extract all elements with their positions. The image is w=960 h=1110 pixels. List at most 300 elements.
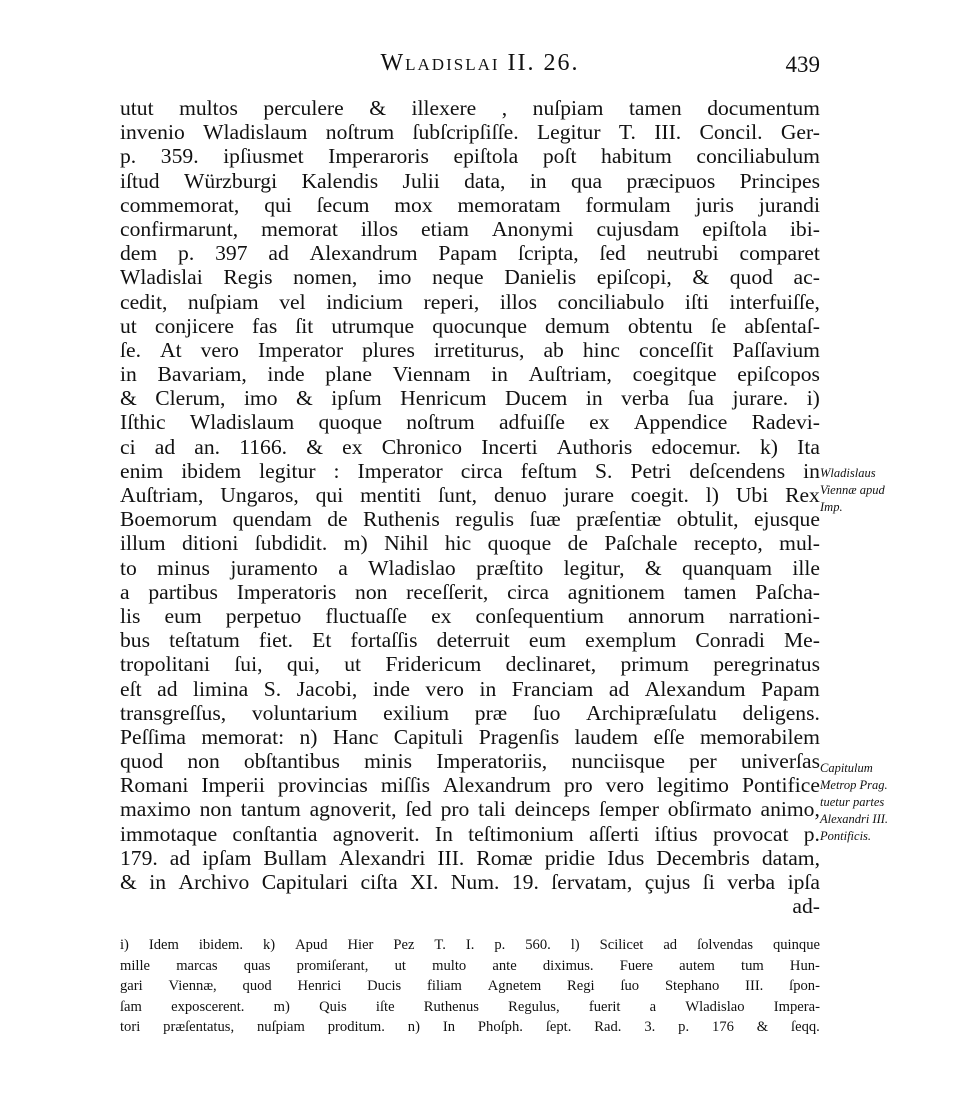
text-line-34 (120, 894, 820, 918)
word: conciliabulum (696, 144, 820, 169)
word: tantum (240, 797, 301, 822)
text-line-8 (120, 265, 820, 289)
word: m) (273, 998, 290, 1015)
word: nuſpiam (257, 1019, 305, 1035)
text-line-32 (120, 846, 820, 870)
word: k) (759, 434, 778, 459)
text-line-30 (120, 797, 820, 821)
word: ſam (120, 998, 142, 1015)
word: Alexandum (644, 676, 746, 701)
word: illexere (411, 96, 477, 120)
word: enim (120, 458, 164, 483)
word: verba (727, 870, 776, 894)
word: & (120, 870, 137, 894)
word: hic (444, 531, 472, 556)
word: jurare. (732, 386, 789, 411)
word: Wladislaum (189, 410, 295, 435)
word: epiſtola (453, 144, 519, 169)
word: Kalendis (301, 168, 379, 193)
word: m) (343, 531, 368, 556)
word: non (355, 579, 388, 604)
text-line-20 (120, 556, 820, 580)
word: l) (705, 483, 719, 507)
word: memorat (261, 216, 338, 241)
word: inde (372, 676, 411, 701)
word: tamen (628, 96, 682, 120)
word: ſuæ (529, 507, 561, 532)
word: partibus (148, 579, 218, 604)
word: & (756, 1019, 769, 1035)
word: ſemper (598, 797, 659, 822)
word: : (333, 458, 340, 483)
word: neutrubi (646, 241, 719, 266)
word: Impera- (773, 998, 820, 1015)
word: Peſſima (120, 724, 186, 749)
word: nuſpiam (532, 96, 604, 120)
text-line-23 (120, 628, 820, 652)
margin-note-line: Alexandri III. (820, 812, 889, 826)
word: ſuo (620, 978, 640, 994)
word: edocemur. (651, 434, 741, 459)
word: ibidem. (198, 937, 244, 953)
word: Regis (223, 265, 273, 290)
word: ſui, (234, 652, 263, 677)
word: ſcripta, (518, 241, 579, 266)
word: teſtimonium (468, 821, 574, 846)
word: neque (432, 265, 484, 290)
word: Henrici (297, 978, 342, 994)
word: ad (663, 937, 678, 953)
word: Incerti (481, 434, 538, 459)
word: præſentatus, (163, 1019, 235, 1035)
word: Num. (450, 870, 500, 894)
word: lis (120, 603, 141, 628)
word: in (149, 870, 167, 894)
word: p. (494, 937, 506, 953)
word: Romæ (476, 845, 533, 870)
word: de (567, 531, 588, 556)
word: transgreſſus, (120, 700, 227, 725)
word: memoratam (457, 192, 561, 217)
text-line-18 (120, 507, 820, 531)
margin-note-capitulum (820, 760, 940, 845)
word: Imperii (201, 773, 265, 798)
word: conſequentium (475, 603, 604, 628)
word: obſtantibus (243, 749, 340, 774)
word: Agnetem (487, 978, 542, 994)
word: exemplum (585, 628, 677, 653)
word: S. (263, 676, 282, 701)
word: Viennam (392, 362, 471, 387)
word: tropolitani (120, 652, 210, 677)
word: Ruthenus (423, 998, 479, 1015)
word: etiam (420, 216, 469, 241)
footnote-line-4 (120, 997, 820, 1018)
word: iſtius (654, 821, 698, 846)
word: gari (120, 978, 143, 994)
word: quas (243, 957, 271, 974)
text-line-7 (120, 241, 820, 265)
word: de (327, 507, 348, 532)
word: Hanc (332, 724, 379, 749)
word: ſed (599, 241, 626, 266)
word: Anonymi (491, 216, 574, 241)
text-line-31 (120, 822, 820, 846)
word: Ger- (780, 120, 820, 145)
word: deterruit (436, 628, 510, 653)
word: plane (325, 362, 373, 387)
word: imo (377, 265, 412, 290)
word: agnitionem (567, 579, 665, 604)
word: 1166. (239, 434, 288, 459)
word: ſubdidit. (254, 531, 328, 556)
text-line-28 (120, 749, 820, 773)
word: præſentiæ (576, 507, 662, 532)
text-line-22 (120, 604, 820, 628)
page-number: 439 (785, 52, 820, 77)
word: 560. (525, 937, 551, 953)
word: data, (464, 168, 506, 193)
word: provocat (712, 821, 789, 846)
word: p. (178, 241, 195, 266)
word: quod (242, 978, 272, 994)
word: Petri (630, 458, 672, 483)
word: in (491, 362, 508, 387)
word: non (187, 749, 220, 774)
word: Hier (347, 937, 374, 953)
word: Wladislaum (203, 120, 308, 145)
text-line-3 (120, 144, 820, 168)
word: narrationi- (728, 603, 820, 628)
word: memorat: (201, 724, 285, 749)
word: ciſta (360, 870, 398, 894)
word: coegitque (632, 362, 717, 387)
word: exposcerent. (171, 998, 245, 1015)
word: Imperatoris (236, 579, 337, 604)
word: eſt (120, 676, 142, 701)
word: & (296, 386, 313, 411)
word: an. (194, 434, 221, 459)
word: proditum. (327, 1019, 385, 1035)
word: Stephano (664, 978, 720, 994)
word: quod (729, 265, 773, 290)
word: obtentu (627, 313, 693, 338)
word: demum (545, 313, 610, 338)
word: Chronico (381, 434, 463, 459)
word: marcas (176, 957, 218, 974)
text-line-19 (120, 531, 820, 555)
word: immotaque (120, 821, 218, 846)
word: Ducis (367, 978, 402, 994)
word: ad (608, 676, 630, 701)
word: Radevi- (751, 410, 820, 435)
word: non (199, 797, 232, 822)
word: datam, (761, 845, 820, 870)
word: fortaſſis (350, 628, 418, 653)
word: agnoverit. (332, 821, 420, 846)
word: 176 (712, 1019, 734, 1035)
word: k) (262, 937, 276, 953)
word: imo (243, 386, 278, 411)
word: annorum (627, 603, 705, 628)
word: ab (543, 337, 564, 362)
text-line-6 (120, 217, 820, 241)
word: exilium (383, 700, 450, 725)
word: ad (268, 241, 289, 266)
text-line-15 (120, 435, 820, 459)
text-line-21 (120, 580, 820, 604)
word: , (501, 96, 508, 120)
word: Scilicet (599, 937, 644, 953)
margin-note-line: Wladislaus (820, 466, 876, 480)
word: Imperator (257, 337, 344, 362)
word: Fuere (619, 957, 653, 974)
word: adfuiſſe (498, 410, 565, 435)
word: ibi- (789, 216, 820, 241)
word: Decembris (656, 845, 750, 870)
word: ſed (405, 797, 432, 822)
word: animo, (760, 797, 820, 822)
word: feſtum (520, 458, 578, 483)
word: noſtrum (406, 410, 475, 435)
word: In (434, 821, 453, 846)
word: Wladislai (120, 265, 203, 290)
word: quoque (318, 410, 383, 435)
word: quinque (772, 937, 820, 953)
word: jurandi (758, 192, 820, 217)
word: poſt (542, 144, 577, 169)
word: ex (589, 410, 610, 435)
word: interfuiſſe, (729, 289, 820, 314)
footnote-line-3 (120, 976, 820, 997)
word: 359. (160, 144, 199, 169)
word: indicium (326, 289, 403, 314)
word: & (306, 434, 323, 459)
word: Bavariam, (157, 362, 247, 387)
word: çujus (644, 870, 691, 894)
word: Phoſph. (477, 1019, 523, 1035)
word: qui (264, 192, 292, 217)
word: ad (154, 434, 176, 459)
word: ad- (792, 894, 820, 919)
margin-note-line: Imp. (820, 500, 843, 514)
word: ut (120, 313, 137, 338)
word: conciliabulo (557, 289, 665, 314)
margin-note-line: Pontificis. (820, 829, 872, 843)
word: ſit (295, 313, 314, 338)
word: I. (465, 937, 475, 953)
word: bus (120, 628, 150, 653)
word: T. (618, 120, 636, 145)
word: filiam (427, 978, 462, 994)
word: ci (120, 434, 136, 459)
word: Alexandri (338, 845, 426, 870)
margin-note-wladislaus (820, 465, 940, 516)
word: minus (157, 555, 210, 580)
word: ſept. (545, 1019, 572, 1035)
word: mul- (779, 531, 820, 556)
word: illos (360, 216, 399, 241)
word: aſſerti (588, 821, 640, 846)
word: mox (394, 192, 433, 217)
word: inde (267, 362, 305, 387)
footnote-line-5 (120, 1017, 820, 1038)
word: in (479, 676, 497, 701)
word: memorabilem (700, 724, 820, 749)
word: ipſam (202, 845, 252, 870)
word: Ubi (735, 483, 769, 507)
word: Wladislao (368, 555, 456, 580)
word: quendam (232, 507, 312, 532)
word: in (120, 362, 137, 387)
word: documentum (707, 96, 820, 120)
word: ſuo (532, 700, 561, 725)
word: fas (252, 313, 278, 338)
word: l) (570, 937, 580, 953)
word: vero (605, 773, 645, 798)
word: ex (431, 603, 452, 628)
word: habitum (601, 144, 672, 169)
word: ſeqq. (791, 1019, 820, 1035)
word: nuſpiam (187, 289, 259, 314)
word: hinc (582, 337, 621, 362)
running-title: Wladislai II. 26. (380, 50, 580, 76)
margin-note-line: tuetur partes (820, 795, 885, 809)
word: Nihil (384, 531, 429, 556)
word: Regulus, (508, 998, 560, 1015)
word: confirmarunt, (120, 216, 239, 241)
word: ut (344, 652, 361, 677)
word: vero (200, 337, 239, 362)
word: tali (478, 797, 506, 822)
word: legitimo (657, 773, 729, 798)
word: fiet. (258, 628, 294, 653)
word: utrumque (331, 313, 415, 338)
word: reperi, (423, 289, 480, 314)
word: Pez (393, 937, 415, 953)
word: juris (695, 192, 734, 217)
word: miſſis (380, 773, 431, 798)
word: ſe (710, 313, 727, 338)
word: pridie (544, 845, 596, 870)
word: Papam (761, 676, 820, 701)
word: vel (279, 289, 306, 314)
text-line-1 (120, 96, 820, 120)
word: ſubſcripſiſſe. (412, 120, 519, 145)
text-line-10 (120, 314, 820, 338)
page-header (0, 46, 960, 86)
text-line-2 (120, 120, 820, 144)
word: epiſcopos (737, 362, 820, 387)
word: 179. (120, 845, 158, 870)
word: Pragenſis (478, 724, 560, 749)
word: pro (440, 797, 470, 822)
word: Imperator (357, 458, 443, 483)
margin-note-line: Viennæ apud (820, 483, 885, 497)
footnotes (120, 935, 820, 1038)
word: Ruthenis (363, 507, 440, 532)
word: fluctuaſſe (325, 603, 407, 628)
word: minis (364, 749, 413, 774)
text-line-25 (120, 677, 820, 701)
word: Romani (120, 773, 189, 798)
word: perculere (263, 96, 344, 120)
word: Idus (607, 845, 645, 870)
word: mille (120, 957, 150, 974)
word: receſſerit, (406, 579, 489, 604)
word: qui (315, 483, 344, 507)
word: T. (434, 937, 446, 953)
word: Ducem (505, 386, 568, 411)
word: nunciisque (571, 749, 665, 774)
word: eum (164, 603, 202, 628)
word: Würzburgi (183, 168, 278, 193)
word: iſtud (120, 168, 160, 193)
word: maximo (120, 797, 191, 822)
word: Danielis (504, 265, 577, 290)
word: illos (499, 289, 538, 314)
word: iſti (684, 289, 709, 314)
word: declinaret, (505, 652, 597, 677)
word: ſe. (120, 337, 141, 362)
word: Et (312, 628, 332, 653)
word: Ungaros, (220, 483, 299, 507)
word: denuo (493, 483, 547, 507)
word: ditioni (181, 531, 239, 556)
word: præ (474, 700, 508, 725)
word: deſcendens (689, 458, 786, 483)
word: Bullam (263, 845, 327, 870)
word: circa (460, 458, 503, 483)
word: Iſthic (120, 410, 166, 435)
word: tori (120, 1019, 141, 1035)
text-line-14 (120, 410, 820, 434)
word: Archipræſulatu (586, 700, 717, 725)
word: Pontifice (741, 773, 820, 798)
word: deligens. (742, 700, 820, 725)
word: p. (120, 144, 137, 169)
word: to (120, 555, 137, 580)
word: ſervatam, (551, 870, 633, 894)
word: tum (741, 957, 764, 974)
word: ſua (687, 386, 714, 411)
word: a (120, 579, 130, 604)
text-line-33 (120, 870, 820, 894)
word: 397 (215, 241, 248, 266)
word: Paſcha- (755, 579, 820, 604)
word: ejusque (753, 507, 820, 532)
word: plures (362, 337, 415, 362)
word: Rex (785, 483, 820, 507)
word: qui, (286, 652, 320, 677)
word: promiſerant, (296, 957, 369, 974)
word: epiſtola (702, 216, 767, 241)
word: Capituli (393, 724, 464, 749)
word: p. (803, 821, 820, 846)
word: multo (432, 957, 467, 974)
word: ſecum (316, 192, 370, 217)
text-line-16 (120, 459, 820, 483)
word: præſtito (476, 555, 544, 580)
word: Conradi (695, 628, 765, 653)
word: Viennæ, (168, 978, 217, 994)
word: Imperaroris (328, 144, 429, 169)
word: utut (120, 96, 154, 120)
word: agnoverit, (309, 797, 397, 822)
word: Paſſavium (732, 337, 820, 362)
word: Me- (783, 628, 820, 653)
word: verba (621, 386, 670, 411)
